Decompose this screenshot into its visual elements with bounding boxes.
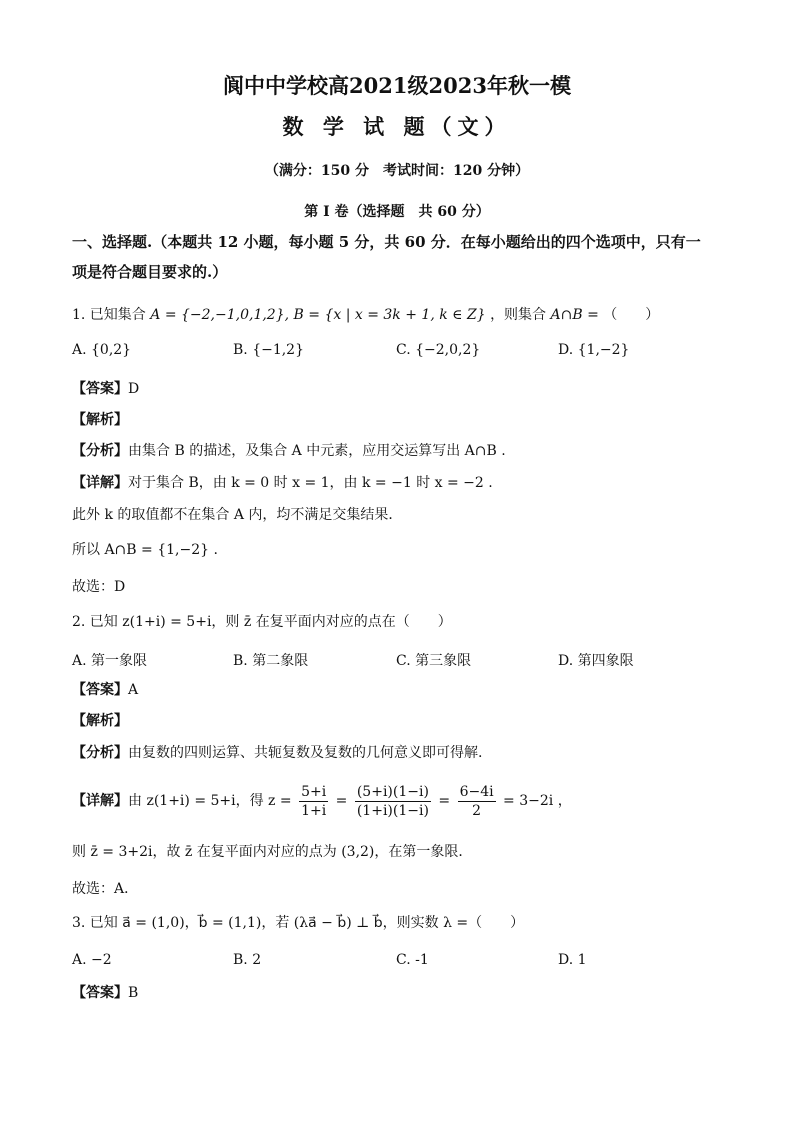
q2-eq-2: = (438, 793, 451, 809)
q1-option-b: B. {−1,2} (233, 342, 304, 358)
q2-f2-den: (1+i)(1−i) (356, 802, 429, 819)
q1-detail (72, 473, 493, 493)
q1-stem-a: 1. 已知集合 (72, 307, 146, 323)
q1-stem-math2: A∩B = (550, 307, 599, 323)
q2-eq-1: = (335, 793, 348, 809)
q2-option-a: A. 第一象限 (72, 653, 148, 669)
q2-analysis-tag: 【解析】 (72, 713, 128, 729)
q2-option-b: B. 第二象限 (233, 653, 309, 669)
q2-f1-num: 5+i (301, 783, 327, 800)
q2-option-c: C. 第三象限 (396, 653, 472, 669)
exam-subject: 数 学 试 题（文） (282, 114, 512, 139)
q1-analysis-tag: 【解析】 (72, 412, 128, 428)
q1-detail-line3: 所以 A∩B = {1,−2} . (72, 542, 218, 558)
q2-fraction-1 (299, 783, 328, 820)
q3-answer (72, 983, 138, 1003)
q1-detail-line4: 故选：D (72, 579, 126, 595)
q1-answer (72, 379, 139, 399)
q3-option-b: B. 2 (233, 952, 262, 968)
q2-f3-num: 6−4i (459, 783, 494, 800)
q1-answer-value: D (128, 381, 140, 397)
q3-answer-value: B (128, 985, 139, 1001)
q2-detail-b: = 3−2i ， (503, 793, 572, 809)
q2-f2-num: (5+i)(1−i) (356, 783, 429, 800)
exam-meta: （满分：150 分 考试时间：120 分钟） (264, 163, 530, 179)
q3-option-c: C. -1 (396, 952, 429, 968)
q2-detail-tag: 【详解】 (72, 793, 128, 809)
q2-detail-a: 由 z(1+i) = 5+i，得 z = (128, 793, 292, 809)
q1-detail-line2: 此外 k 的取值都不在集合 A 内，均不满足交集结果． (72, 507, 403, 523)
q2-detail (72, 781, 572, 821)
q2-fenxi-tag: 【分析】 (72, 745, 128, 761)
q1-fenxi-tag: 【分析】 (72, 443, 128, 459)
q2-fenxi (72, 743, 482, 763)
q1-stem-b: ，则集合 (490, 307, 547, 323)
q3-stem: 3. 已知 a⃗ = (1,0)，b⃗ = (1,1)，若 (λa⃗ − b⃗) ⊥ b⃗，则实数 λ =（ ） (72, 915, 525, 931)
q2-detail-line3: 故选：A． (72, 881, 139, 897)
q3-option-a: A. −2 (72, 952, 112, 968)
q1-detail-tag: 【详解】 (72, 475, 128, 491)
q2-answer (72, 680, 138, 700)
q3-option-d: D. 1 (558, 952, 587, 968)
q1-stem (72, 305, 659, 325)
q1-fenxi (72, 441, 506, 461)
q1-stem-c: （ ） (603, 307, 660, 323)
q1-answer-tag: 【答案】 (72, 381, 128, 397)
q2-answer-tag: 【答案】 (72, 682, 128, 698)
q2-f3-den: 2 (472, 802, 482, 819)
q2-option-d: D. 第四象限 (558, 653, 634, 669)
q1-detail-text: 对于集合 B，由 k = 0 时 x = 1，由 k = −1 时 x = −2 . (128, 475, 493, 491)
q2-detail-line2: 则 z̄ = 3+2i，故 z̄ 在复平面内对应的点为 (3,2)，在第一象限． (72, 844, 473, 860)
q2-answer-value: A (128, 682, 139, 698)
q2-fraction-3 (458, 783, 496, 820)
section-heading-line2: 项是符合题目要求的.） (72, 263, 228, 281)
exam-title: 阆中中学校高2021级2023年秋一模 (223, 73, 571, 98)
q2-fenxi-text: 由复数的四则运算、共轭复数及复数的几何意义即可得解. (128, 745, 483, 761)
q1-option-a: A. {0,2} (72, 342, 132, 358)
q1-option-c: C. {−2,0,2} (396, 342, 481, 358)
exam-part: 第 I 卷（选择题 共 60 分） (304, 204, 490, 220)
q2-fraction-2 (355, 783, 431, 820)
q2-stem: 2. 已知 z(1+i) = 5+i，则 z̄ 在复平面内对应的点在（ ） (72, 614, 452, 630)
section-heading-line1: 一、选择题.（本题共 12 小题，每小题 5 分，共 60 分．在每小题给出的四个选项中，只有一 (72, 233, 701, 251)
q2-f1-den: 1+i (301, 802, 327, 819)
q1-stem-math: A = {−2,−1,0,1,2}, B = {x | x = 3k + 1, k ∈ Z} (150, 307, 486, 323)
q3-answer-tag: 【答案】 (72, 985, 128, 1001)
q1-option-d: D. {1,−2} (558, 342, 630, 358)
q1-fenxi-text: 由集合 B 的描述，及集合 A 中元素，应用交运算写出 A∩B . (128, 443, 506, 459)
